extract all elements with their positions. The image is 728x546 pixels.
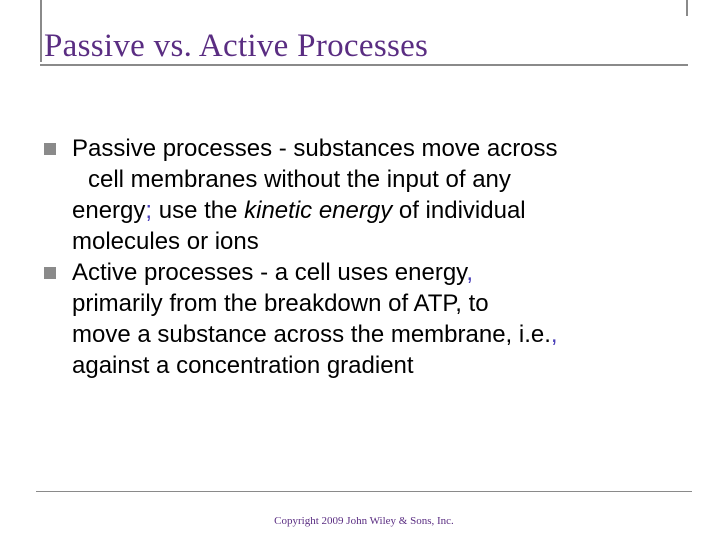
title-divider (40, 64, 688, 66)
active-line-4: against a concentration gradient (72, 352, 414, 379)
passive-line-1: Passive processes - substances move across (72, 135, 558, 162)
bullet-passive (44, 133, 694, 257)
passive-line-2: cell membranes without the input of any (88, 166, 511, 193)
active-comma: , (466, 259, 474, 286)
active-line-2: primarily from the breakdown of ATP, to (72, 290, 489, 317)
bullet-active (44, 257, 694, 381)
footer-divider (36, 491, 692, 492)
kinetic-energy-term: kinetic energy (244, 197, 393, 224)
active-line-3 (72, 319, 694, 350)
ie-comma: , (550, 321, 558, 348)
passive-semicolon: ; (145, 197, 153, 224)
active-line-1 (72, 257, 694, 288)
square-bullet-icon (44, 143, 56, 155)
active-text-energy: Active processes - a cell uses energy (72, 259, 467, 286)
passive-text-use-the: use the (152, 197, 245, 224)
right-accent-rule (686, 0, 688, 16)
square-bullet-icon (44, 267, 56, 279)
active-text-ie: move a substance across the membrane, i.e. (72, 321, 551, 348)
passive-line-4: molecules or ions (72, 228, 259, 255)
copyright-footer: Copyright 2009 John Wiley & Sons, Inc. (274, 515, 454, 527)
left-accent-rule (40, 0, 42, 62)
slide-title: Passive vs. Active Processes (44, 28, 429, 64)
bullet-list (44, 133, 694, 381)
passive-text-energy: energy (72, 197, 146, 224)
passive-line-3 (72, 195, 694, 226)
passive-text-individual: of individual (392, 197, 526, 224)
